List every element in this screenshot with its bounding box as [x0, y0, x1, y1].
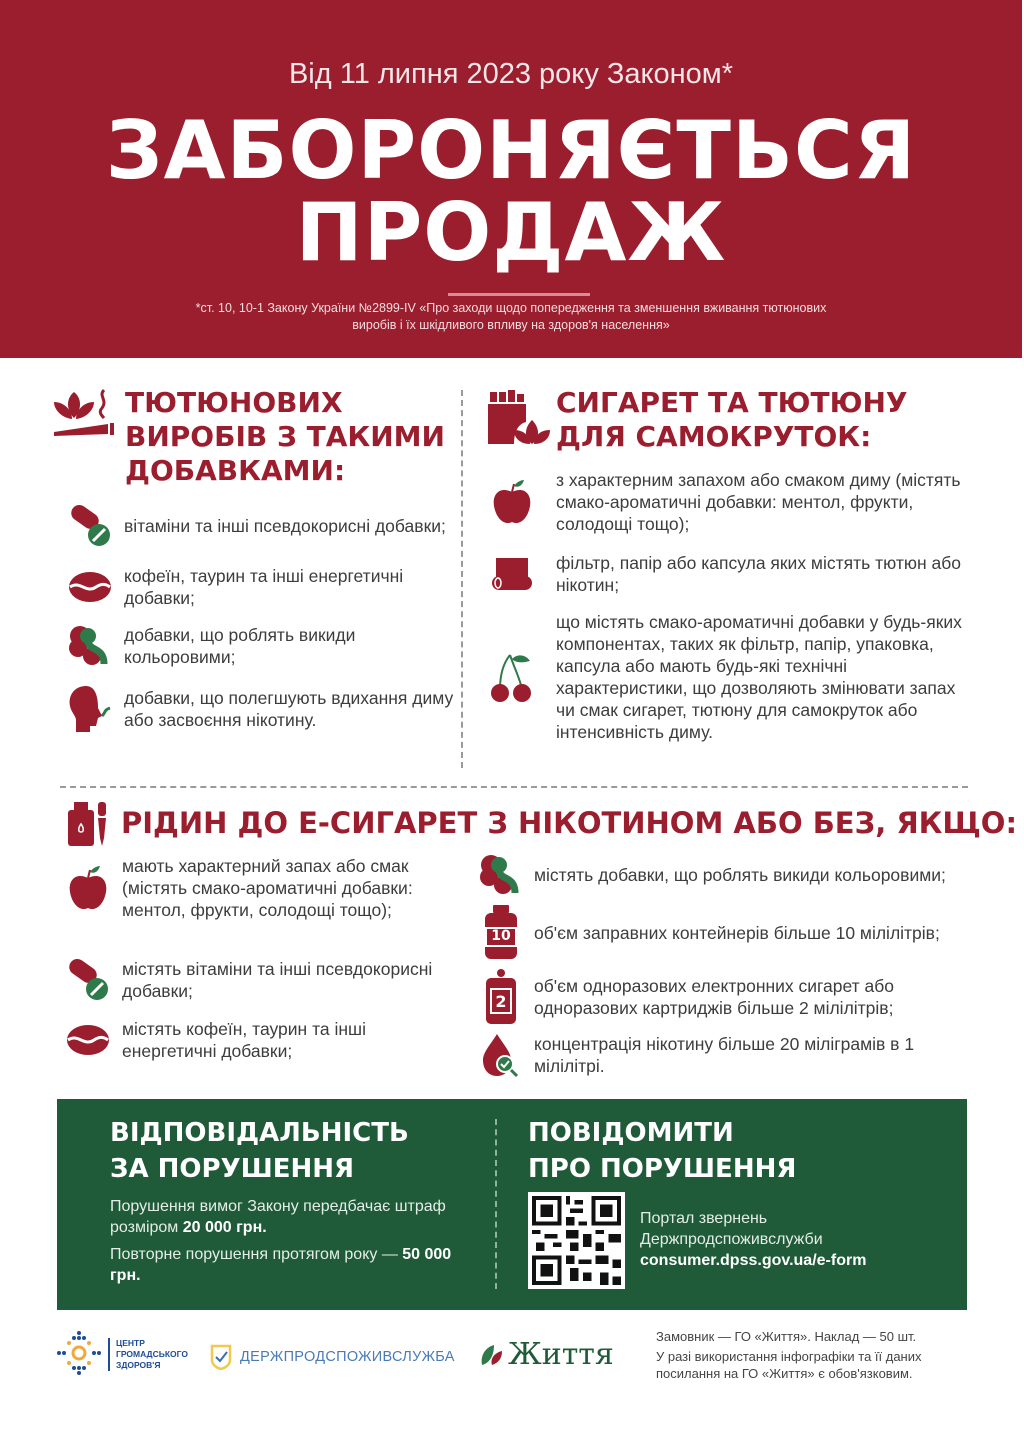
footnote-line-2: виробів і їх шкідливого впливу на здоров'я населення»	[352, 318, 670, 332]
cherry-icon	[488, 651, 536, 703]
list-item	[478, 853, 968, 897]
item-text: добавки, що роблять викиди кольоровими;	[124, 625, 356, 667]
logo-public-health-center	[56, 1330, 188, 1376]
title-line: ВІДПОВІДАЛЬНІСТЬ	[110, 1118, 409, 1148]
title-line: ЗА ПОРУШЕННЯ	[110, 1154, 355, 1184]
title-line: СИГАРЕТ ТА ТЮТЮНУ	[556, 386, 908, 419]
apple-icon	[66, 864, 110, 912]
portal-info	[640, 1208, 866, 1271]
item-text: містять кофеїн, таурин та інші енергетичні добавки;	[122, 1019, 366, 1061]
portal-agency: Держпродспоживслужби	[640, 1231, 823, 1248]
logo-line: ГРОМАДСЬКОГО	[116, 1349, 188, 1359]
bottle-10-icon	[478, 905, 524, 961]
item-text: вітаміни та інші псевдокорисні добавки;	[124, 516, 446, 536]
paper-roll-icon	[488, 556, 536, 592]
fine-amount: 20 000 грн.	[182, 1219, 267, 1236]
coffee-bean-icon	[66, 570, 114, 604]
title-line: ПРО ПОРУШЕННЯ	[528, 1154, 797, 1184]
list-item	[478, 1032, 968, 1078]
credit-line: посилання на ГО «Життя» є обов'язковим.	[656, 1366, 913, 1381]
shield-check-icon	[210, 1344, 232, 1370]
item-text: фільтр, папір або капсула яких містять тютюн або нікотин;	[556, 553, 961, 595]
item-text: містять добавки, що роблять викиди кольоровими;	[534, 865, 946, 885]
pills-icon	[66, 505, 114, 547]
colored-smoke-icon	[66, 624, 114, 668]
list-item	[66, 1018, 456, 1062]
liquids-section-title: РІДИН ДО Е-СИГАРЕТ З НІКОТИНОМ АБО БЕЗ, ЯКЩО:	[121, 806, 1018, 840]
responsibility-title	[110, 1115, 409, 1187]
item-text: об'єм заправних контейнерів більше 10 мілілітрів;	[534, 923, 940, 943]
repeat-fine-amount: 50 000 грн.	[110, 1246, 452, 1284]
header-banner	[0, 0, 1022, 358]
list-item	[488, 611, 968, 743]
list-item	[66, 624, 446, 668]
cigarettes-section-title	[556, 386, 907, 454]
item-text: містять вітаміни та інші псевдокорисні добавки;	[122, 959, 433, 1001]
e-liquid-bottle-icon	[66, 800, 110, 848]
leaves-icon	[480, 1343, 506, 1367]
coffee-bean-icon	[66, 1023, 110, 1057]
public-health-center-icon	[56, 1330, 102, 1376]
cartridge-2-icon	[478, 968, 524, 1026]
repeat-fine-description: Повторне порушення протягом року —	[110, 1246, 403, 1263]
report-title	[528, 1115, 796, 1187]
box-divider	[495, 1119, 497, 1289]
fine-description: Порушення вимог Закону передбачає штраф розміром	[110, 1198, 446, 1236]
pills-icon	[66, 959, 110, 1001]
logo-dpss	[210, 1344, 455, 1370]
title-line-1: ЗАБОРОНЯЄТЬСЯ	[105, 104, 917, 197]
title-line: ДОБАВКАМИ:	[125, 454, 346, 487]
logo-zhyttia	[480, 1337, 614, 1372]
colored-smoke-icon	[478, 853, 524, 897]
logo-line: ЦЕНТР	[116, 1338, 145, 1348]
joint-leaves-icon	[52, 388, 120, 444]
logo-line: ЗДОРОВ'Я	[116, 1360, 161, 1370]
item-text: кофеїн, таурин та інші енергетичні добавки;	[124, 566, 404, 608]
cigarette-pack-leaves-icon	[486, 388, 550, 446]
title-line: ТЮТЮНОВИХ	[125, 386, 343, 419]
title-line: ДЛЯ САМОКРУТОК:	[556, 420, 872, 453]
item-text: мають характерний запах або смак (містять смако-ароматичні добавки: ментол, фрукти, солодощі тощо);	[122, 856, 413, 920]
badge-10: 10	[491, 928, 511, 944]
list-item	[488, 552, 968, 596]
header-subtitle: Від 11 липня 2023 року Законом*	[288, 58, 734, 90]
repeat-fine-text	[110, 1244, 470, 1286]
law-footnote	[120, 300, 902, 334]
credit-line: Замовник — ГО «Життя». Наклад — 50 шт.	[656, 1329, 917, 1344]
responsibility-box	[57, 1099, 967, 1310]
item-text: концентрація нікотину більше 20 міліграмів в 1 мілілітрі.	[534, 1034, 915, 1076]
page-title	[0, 104, 1022, 279]
item-text: об'єм одноразових електронних сигарет або одноразових картриджів більше 2 мілілітрів;	[534, 976, 895, 1018]
credits	[656, 1328, 922, 1382]
badge-2: 2	[495, 992, 507, 1011]
inhale-head-icon	[66, 684, 114, 734]
list-item	[66, 505, 446, 547]
tobacco-section-title	[125, 386, 445, 488]
section-divider	[60, 786, 968, 788]
list-item	[66, 855, 456, 921]
title-line-2: ПРОДАЖ	[295, 186, 727, 279]
portal-label: Портал звернень	[640, 1210, 768, 1227]
fine-text	[110, 1196, 470, 1238]
portal-link[interactable]: consumer.dpss.gov.ua/e-form	[640, 1252, 867, 1269]
list-item	[478, 905, 968, 961]
dpss-name: ДЕРЖПРОДСПОЖИВСЛУЖБА	[240, 1349, 455, 1365]
list-item	[488, 469, 968, 535]
list-item	[66, 565, 446, 609]
list-item	[478, 968, 968, 1026]
public-health-center-name	[108, 1338, 188, 1371]
item-text: з характерним запахом або смаком диму (містять смако-ароматичні добавки: ментол, фрукти, солодощі тощо);	[556, 470, 961, 534]
title-line: ВИРОБІВ З ТАКИМИ	[125, 420, 445, 453]
nicotine-drop-icon	[478, 1032, 524, 1078]
footnote-line-1: *ст. 10, 10-1 Закону України №2899-IV «Про заходи щодо попередження та зменшення вживання тютюнових	[195, 301, 827, 315]
item-text: що містять смако-ароматичні добавки у будь-яких компонентах, таких як фільтр, папір, упаковка, капсула або мають будь-які технічні характеристики, що дозволяють змінювати запах чи смак сигарет, тютюну для самокруток або інтенсивність диму.	[556, 612, 962, 742]
list-item	[66, 958, 456, 1002]
item-text: добавки, що полегшують вдихання диму або засвоєння нікотину.	[124, 688, 454, 730]
zhyttia-name: Життя	[508, 1337, 614, 1372]
title-line: ПОВІДОМИТИ	[528, 1118, 734, 1148]
divider	[448, 293, 590, 296]
column-divider	[461, 390, 463, 768]
qr-code[interactable]	[528, 1192, 625, 1289]
apple-icon	[488, 478, 536, 526]
list-item	[66, 684, 456, 734]
credit-line: У разі використання інфографіки та її даних	[656, 1349, 922, 1364]
